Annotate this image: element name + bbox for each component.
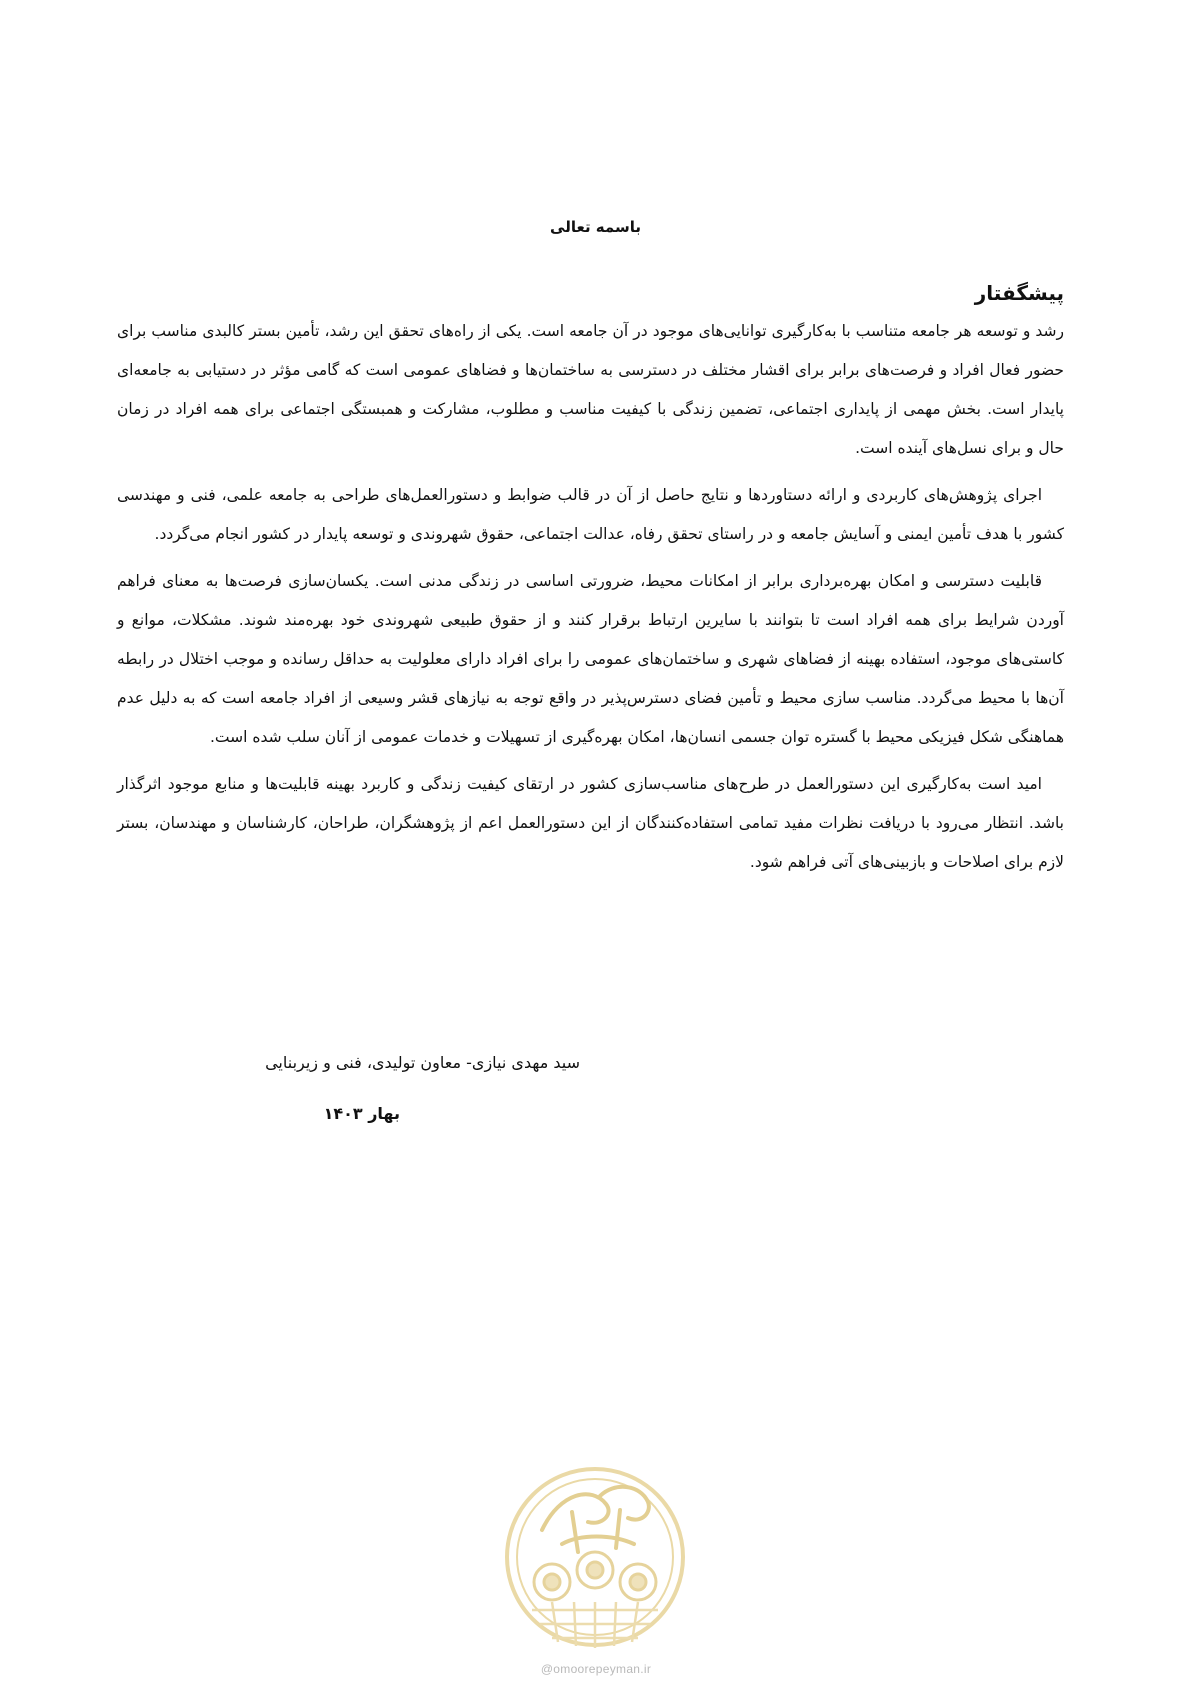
watermark-logo bbox=[502, 1452, 688, 1662]
foreword-title: پیشگفتار bbox=[974, 281, 1064, 305]
omoorepeyman-seal-icon bbox=[502, 1452, 688, 1662]
watermark-url: @omoorepeyman.ir bbox=[540, 1662, 652, 1676]
foreword-paragraph-4: امید است به‌کارگیری این دستورالعمل در طرح‌های مناسب‌سازی کشور در ارتقای کیفیت زندگی و کاربرد بهینه قابلیت‌ها و منابع موجود اثرگذار باشد. انتظار می‌رود با دریافت نظرات مفید تمامی استفاده‌کنندگان از این دستورالعمل اعم از پژوهشگران، طراحان، کارشناسان و مهندسان، بستر لازم برای اصلاحات و بازبینی‌های آتی فراهم شود. bbox=[117, 775, 1064, 871]
invocation-heading: باسمه تعالی bbox=[550, 218, 641, 236]
foreword-paragraph-2: اجرای پژوهش‌های کاربردی و ارائه دستاوردها و نتایج حاصل از آن در قالب ضوابط و دستورالعمل‌های طراحی به جامعه علمی، فنی و مهندسی کشور با هدف تأمین ایمنی و آسایش جامعه و در راستای تحقق رفاه، عدالت اجتماعی، حقوق شهروندی و توسعه پایدار در کشور انجام می‌گردد. bbox=[117, 486, 1064, 543]
foreword-paragraph-3: قابلیت دسترسی و امکان بهره‌برداری برابر از امکانات محیط، ضرورتی اساسی در زندگی مدنی است. یکسان‌سازی فرصت‌ها به معنای فراهم آوردن شرایط برای همه افراد است تا بتوانند با سایرین ارتباط برقرار کنند و از حقوق طبیعی شهروندی خود بهره‌مند شوند. مشکلات، موانع و کاستی‌های موجود، استفاده بهینه از فضاهای شهری و ساختمان‌های عمومی را برای افراد دارای معلولیت به حداقل رسانده و موجب اختلال در رابطه آن‌ها با محیط می‌گردد. مناسب سازی محیط و تأمین فضای دسترس‌پذیر در واقع توجه به نیازهای قشر وسیعی از افراد جامعه است که به دلیل عدم هماهنگی شکل فیزیکی محیط با گستره توان جسمی انسان‌ها، امکان بهره‌گیری از تسهیلات و خدمات عمومی از آنان سلب شده است. bbox=[117, 572, 1064, 746]
signature-date: بهار ۱۴۰۳ bbox=[323, 1104, 400, 1123]
foreword-paragraph-1: رشد و توسعه هر جامعه متناسب با به‌کارگیری توانایی‌های موجود در آن جامعه است. یکی از راه‌های تحقق این رشد، تأمین بستر کالبدی مناسب برای حضور فعال افراد و فرصت‌های برابر برای اقشار مختلف در دسترسی به ساختمان‌ها و فضاهای عمومی است که گامی مؤثر در دستیابی به جامعه‌ای پایدار است. بخش مهمی از پایداری اجتماعی، تضمین زندگی با کیفیت مناسب و مطلوب، مشارکت و همبستگی اجتماعی برای همه افراد در زمان حال و برای نسل‌های آینده است. bbox=[117, 322, 1064, 457]
foreword-section bbox=[117, 278, 1064, 890]
signature-name: سید مهدی نیازی- معاون تولیدی، فنی و زیربنایی bbox=[265, 1053, 580, 1072]
